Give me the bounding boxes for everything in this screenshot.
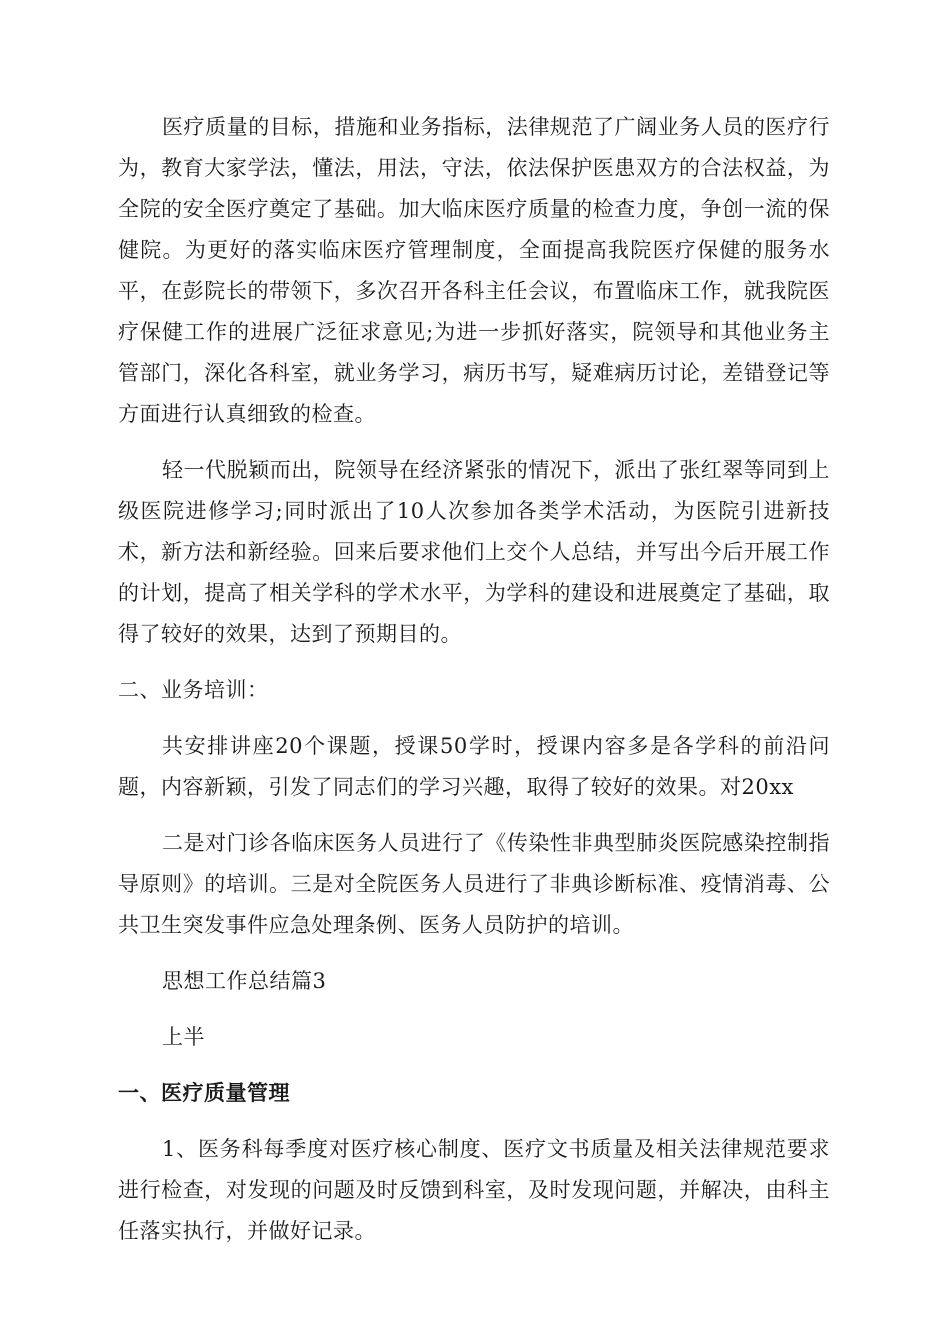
paragraph-first-half: 上半 [162, 1025, 205, 1049]
paragraph-quality-goals: 医疗质量的目标，措施和业务指标，法律规范了广阔业务人员的医疗行为，教育大家学法，懂法，用法，守法，依法保护医患双方的合法权益，为全院的安全医疗奠定了基础。加大临床医疗质量的检查力度，争创一流的保健院。为更好的落实临床医疗管理制度，全面提高我院医疗保健的服务水平，在彭院长的带领下，多次召开各科主任会议，布置临床工作，就我院医疗保健工作的进展广泛征求意见;为进一步抓好落实，院领导和其他业务主管部门，深化各科室，就业务学习，病历书写，疑难病历讨论，差错登记等方面进行认真细致的检查。 [118, 115, 830, 426]
section-heading-business-training: 二、业务培训： [118, 678, 269, 702]
paragraph-quarterly-inspection: 1、医务科每季度对医疗核心制度、医疗文书质量及相关法律规范要求进行检查，对发现的问题及时反馈到科室，及时发现问题，并解决，由科主任落实执行，并做好记录。 [118, 1137, 830, 1243]
paragraph-sars-training: 二是对门诊各临床医务人员进行了《传染性非典型肺炎医院感染控制指导原则》的培训。三是对全院医务人员进行了非典诊断标准、疫情消毒、公共卫生突发事件应急处理条例、医务人员防护的培训。 [118, 831, 830, 937]
section-heading-quality-management: 一、医疗质量管理 [118, 1081, 290, 1105]
paragraph-lectures: 共安排讲座20个课题，授课50学时，授课内容多是各学科的前沿问题，内容新颖，引发了同志们的学习兴趣，取得了较好的效果。对20xx [118, 734, 830, 799]
paragraph-training-staff: 轻一代脱颖而出，院领导在经济紧张的情况下，派出了张红翠等同到上级医院进修学习;同时派出了10人次参加各类学术活动，为医院引进新技术，新方法和新经验。回来后要求他们上交个人总结，并写出今后开展工作的计划，提高了相关学科的学术水平，为学科的建设和进展奠定了基础，取得了较好的效果，达到了预期目的。 [118, 458, 830, 646]
section-title-summary-3: 思想工作总结篇3 [162, 969, 327, 993]
document-page [118, 107, 830, 1252]
